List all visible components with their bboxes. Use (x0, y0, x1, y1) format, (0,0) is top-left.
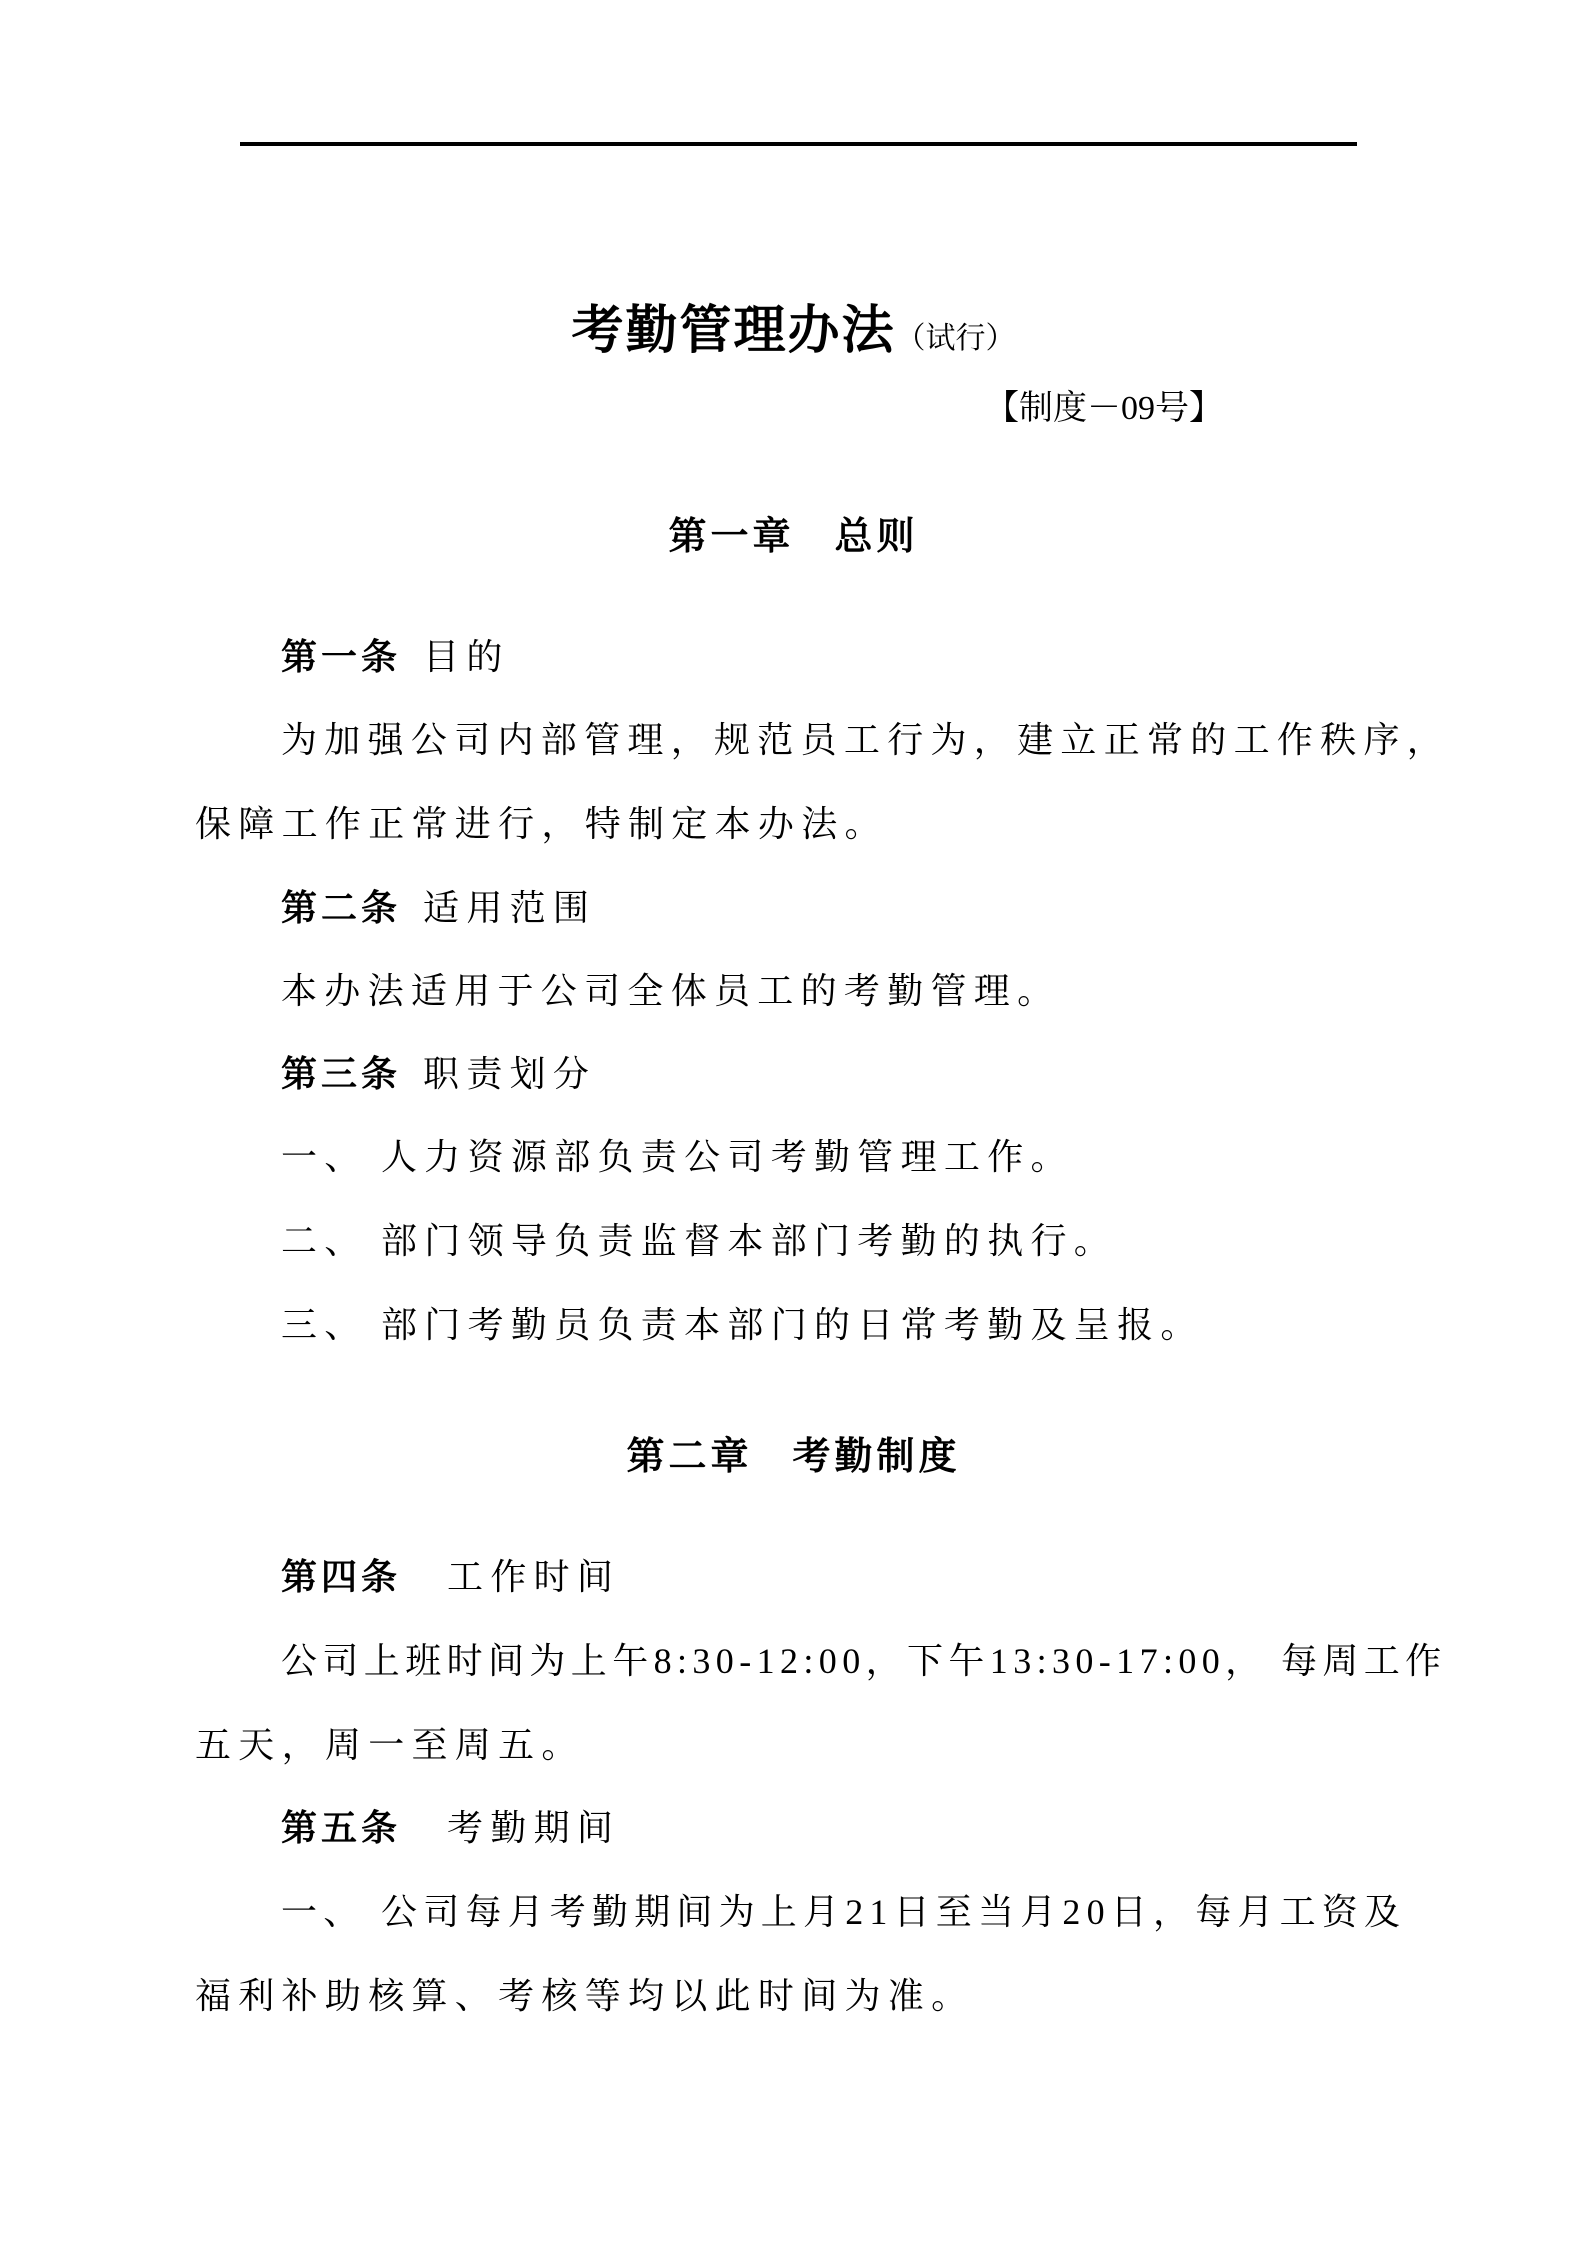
list-text: 公司每月考勤期间为上月21日至当月20日，每月工资及 (381, 1892, 1407, 1932)
list-number: 一、 (281, 1137, 368, 1177)
title-suffix: （试行） (895, 322, 1016, 355)
article-title: 工作时间 (447, 1557, 621, 1597)
list-item (281, 1887, 1406, 1937)
chapter-number: 第二章 (626, 1436, 753, 1478)
paragraph: 五天，周一至周五。 (195, 1725, 585, 1765)
article-title: 适用范围 (423, 888, 597, 928)
list-number: 二、 (281, 1221, 368, 1261)
list-number: 一、 (281, 1892, 366, 1932)
article-heading-3 (281, 1049, 596, 1100)
article-number: 第五条 (281, 1808, 402, 1849)
article-heading-1 (281, 632, 510, 683)
header-rule (240, 142, 1357, 146)
article-title: 考勤期间 (447, 1808, 621, 1848)
article-heading-4 (281, 1552, 620, 1603)
article-title: 职责划分 (423, 1054, 597, 1094)
article-heading-5 (281, 1803, 620, 1854)
document-number: 【制度－09号】 (985, 390, 1223, 427)
article-number: 第三条 (281, 1054, 402, 1095)
chapter-heading-2 (0, 1425, 1587, 1480)
chapter-name: 总则 (834, 516, 919, 558)
paragraph: 公司上班时间为上午8:30-12:00，下午13:30-17:00， 每周工作 (281, 1641, 1447, 1681)
list-item (281, 1300, 1204, 1350)
list-text: 部门领导负责监督本部门考勤的执行。 (381, 1221, 1118, 1261)
chapter-number: 第一章 (668, 516, 795, 558)
list-item (281, 1132, 1074, 1182)
list-number: 三、 (281, 1305, 368, 1345)
list-item (281, 1216, 1117, 1266)
paragraph: 为加强公司内部管理，规范员工行为，建立正常的工作秩序， (281, 720, 1451, 760)
chapter-heading-1 (0, 505, 1587, 560)
document-title (0, 288, 1587, 363)
list-text: 部门考勤员负责本部门的日常考勤及呈报。 (381, 1305, 1204, 1345)
title-main: 考勤管理办法 (571, 301, 896, 361)
article-number: 第一条 (281, 637, 402, 678)
article-title: 目的 (423, 637, 510, 677)
paragraph: 保障工作正常进行，特制定本办法。 (195, 804, 888, 844)
article-heading-2 (281, 883, 596, 934)
list-text: 人力资源部负责公司考勤管理工作。 (381, 1137, 1074, 1177)
paragraph: 福利补助核算、考核等均以此时间为准。 (195, 1976, 975, 2016)
article-number: 第二条 (281, 888, 402, 929)
paragraph: 本办法适用于公司全体员工的考勤管理。 (281, 971, 1061, 1011)
article-number: 第四条 (281, 1557, 402, 1598)
chapter-name: 考勤制度 (792, 1436, 961, 1478)
